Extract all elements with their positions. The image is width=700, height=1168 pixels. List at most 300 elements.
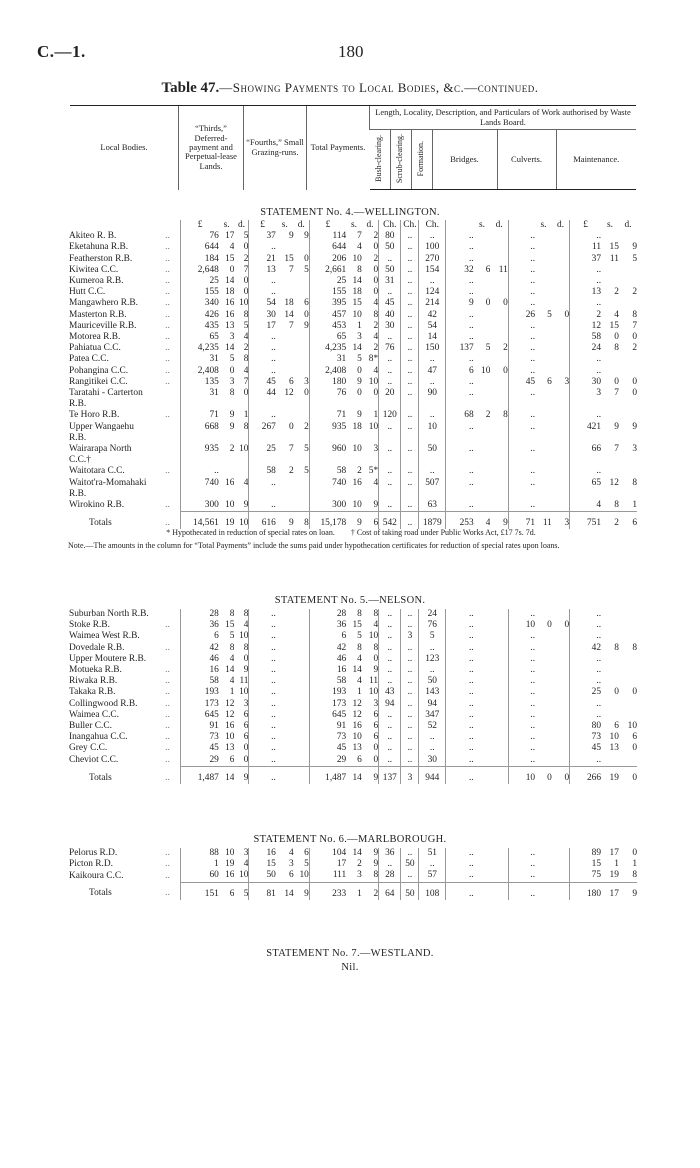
maintenance-pounds: 45 <box>591 743 602 754</box>
bridges-shillings <box>474 859 491 870</box>
bridges-pence <box>490 870 508 882</box>
maintenance-pence: 10 <box>627 721 637 732</box>
culverts-pounds: 10 <box>525 620 536 631</box>
thirds-pounds: 16 <box>209 665 219 676</box>
total-pence: 0 <box>362 743 379 754</box>
bridges-shillings <box>474 332 491 343</box>
bridges-shillings <box>474 276 491 287</box>
bush-chains: 28 <box>379 870 401 882</box>
total-thirds-pounds: 1,487 <box>181 766 219 784</box>
bridges-pounds: .. <box>468 859 474 870</box>
fourths-shillings: 12 <box>284 388 294 399</box>
table-row <box>69 699 637 710</box>
total-pounds: 28 <box>336 609 347 619</box>
empty-cell <box>234 433 249 444</box>
culverts-shillings <box>535 848 552 859</box>
formation-chains: 10 <box>419 422 446 433</box>
leader-dots: .. <box>165 676 181 687</box>
leader-dots: .. <box>165 870 181 882</box>
empty-cell <box>570 455 601 466</box>
maintenance-pence: 0 <box>632 376 637 387</box>
maintenance-pounds: .. <box>596 354 602 365</box>
fourths-pence: 2 <box>294 422 310 433</box>
fourths-shillings <box>276 732 294 743</box>
maintenance-pounds: 421 <box>586 421 602 432</box>
thirds-pounds: 58 <box>209 676 219 687</box>
bridges-pence <box>490 242 508 253</box>
thirds-pounds: 644 <box>204 242 219 253</box>
total-bridges-shillings <box>474 882 491 900</box>
total-pence: 6 <box>362 721 379 732</box>
fourths-pence <box>294 631 310 642</box>
empty-cell <box>490 399 508 410</box>
fourths-pence <box>294 721 310 732</box>
total-pence: 4 <box>362 298 379 309</box>
total-pounds: 31 <box>336 354 347 365</box>
local-body-name: Kiwitea C.C. <box>69 264 119 275</box>
total-total-shillings: 14 <box>346 766 362 784</box>
thirds-pounds: 6 <box>214 631 219 642</box>
bush-chains: .. <box>379 478 401 489</box>
thirds-pence: 2 <box>234 254 249 265</box>
local-body-name: Wairarapa North <box>69 444 132 455</box>
empty-cell <box>309 433 346 444</box>
bridges-pounds: .. <box>468 609 474 619</box>
scrub-chains: .. <box>401 743 419 754</box>
maintenance-pounds: 66 <box>591 444 602 455</box>
thirds-pounds: 740 <box>204 477 219 488</box>
thirds-pence: 0 <box>234 242 249 253</box>
formation-chains: .. <box>419 732 446 743</box>
culverts-pounds: .. <box>530 859 536 870</box>
maintenance-pence <box>619 620 637 631</box>
maintenance-pounds: .. <box>596 709 602 720</box>
maintenance-shillings <box>601 665 619 676</box>
empty-cell <box>508 399 535 410</box>
table-row <box>69 410 637 421</box>
maintenance-pounds: .. <box>596 754 602 765</box>
thirds-shillings: 13 <box>225 743 235 754</box>
local-body-name: Akiteo R. B. <box>69 231 117 242</box>
empty-cell <box>276 399 294 410</box>
culverts-pounds: .. <box>530 698 536 709</box>
culverts-shillings <box>535 755 552 767</box>
culverts-pence <box>552 755 570 767</box>
maintenance-shillings: 7 <box>614 388 619 399</box>
bridges-pounds: .. <box>468 743 474 754</box>
fourths-pounds: .. <box>271 732 276 743</box>
totals-row <box>69 882 637 900</box>
formation-chains: .. <box>419 643 446 654</box>
column-header <box>70 105 636 190</box>
thirds-pounds: 340 <box>204 298 219 309</box>
formation-chains: 124 <box>419 287 446 298</box>
fourths-pence <box>294 332 310 343</box>
total-shillings: 16 <box>352 721 362 732</box>
col-culverts: Culverts. <box>497 130 556 190</box>
unit-scrub-chains: Ch. <box>401 220 419 231</box>
bridges-pounds: .. <box>468 231 474 242</box>
bush-chains: .. <box>379 254 401 265</box>
total-pence: 8 <box>362 643 379 654</box>
bush-chains: .. <box>379 332 401 343</box>
local-body-name: Featherston R.B. <box>69 253 133 264</box>
thirds-pence: 6 <box>234 732 249 743</box>
fourths-shillings <box>276 665 294 676</box>
table-caption: —Showing Payments to Local Bodies, &c.—continued. <box>219 80 539 95</box>
leader-dots <box>165 478 181 489</box>
total-culverts-pence <box>552 882 570 900</box>
culverts-pounds: .. <box>530 653 536 664</box>
total-pounds: 73 <box>336 732 347 743</box>
total-shillings: 2 <box>357 859 362 870</box>
maintenance-shillings <box>601 231 619 242</box>
fourths-pounds: .. <box>271 698 276 709</box>
maintenance-pence <box>619 609 637 620</box>
thirds-shillings <box>219 466 235 477</box>
fourths-pence: 0 <box>294 310 310 321</box>
total-maintenance-pounds: 180 <box>570 882 601 900</box>
fourths-pence: 3 <box>294 377 310 388</box>
empty-cell <box>552 489 570 500</box>
table-row-continuation <box>69 399 637 410</box>
leader-dots: .. <box>165 332 181 343</box>
empty-cell <box>165 433 181 444</box>
table-row <box>69 343 637 354</box>
bridges-pence <box>490 631 508 642</box>
fourths-pounds: .. <box>271 477 276 488</box>
formation-chains: 30 <box>419 755 446 767</box>
leader-dots: .. <box>165 721 181 732</box>
bridges-shillings <box>474 478 491 489</box>
thirds-pounds: 46 <box>209 653 219 664</box>
unit-maintenance-pence: d. <box>624 220 632 230</box>
table-row <box>69 500 637 512</box>
bridges-pounds: .. <box>468 376 474 387</box>
fourths-shillings: 4 <box>289 848 294 858</box>
bridges-pence <box>490 444 508 455</box>
thirds-pence: 0 <box>234 755 249 767</box>
total-fourths-pence: 8 <box>294 512 310 530</box>
empty-cell <box>401 399 419 410</box>
leader-dots: .. <box>165 699 181 710</box>
empty-cell <box>234 489 249 500</box>
thirds-pence: 6 <box>234 710 249 721</box>
note: Note.—The amounts in the column for “Total Payments” include the sums paid under hypothecation certificates for reduction of special rates upon loans. <box>68 541 560 550</box>
fourths-shillings <box>276 743 294 754</box>
bush-chains: .. <box>379 444 401 455</box>
statement-4-title: STATEMENT No. 4.—WELLINGTON. <box>260 207 440 218</box>
local-body-name: Riwaka R.B. <box>69 676 118 687</box>
maintenance-shillings <box>601 609 619 620</box>
scrub-chains: .. <box>401 377 419 388</box>
empty-cell <box>309 399 346 410</box>
maintenance-pounds: .. <box>596 365 602 376</box>
fourths-pence: 0 <box>294 254 310 265</box>
thirds-shillings: 13 <box>225 320 235 331</box>
bridges-pounds: .. <box>468 870 474 881</box>
bridges-pence: 2 <box>490 343 508 354</box>
culverts-pounds: .. <box>530 631 536 642</box>
leader-dots: .. <box>165 687 181 698</box>
bush-chains: 30 <box>379 321 401 332</box>
total-pence: 8* <box>362 354 379 365</box>
bridges-pounds: .. <box>468 754 474 765</box>
total-pence: 10 <box>362 377 379 388</box>
empty-cell <box>446 489 474 500</box>
empty-cell <box>552 433 570 444</box>
culverts-pounds: .. <box>530 264 536 275</box>
bridges-pence <box>490 500 508 512</box>
fourths-pounds: 17 <box>266 320 276 331</box>
bridges-shillings <box>474 676 491 687</box>
maintenance-shillings: 8 <box>614 642 619 653</box>
total-pence: 11 <box>362 676 379 687</box>
local-body-name: Eketahuna R.B. <box>69 242 129 253</box>
maintenance-shillings: 17 <box>609 848 619 858</box>
maintenance-pence: 8 <box>632 870 637 881</box>
maintenance-shillings: 4 <box>614 309 619 320</box>
statement-6-title: STATEMENT No. 6.—MARLBOROUGH. <box>253 834 447 845</box>
unit-formation-chains: Ch. <box>419 220 446 231</box>
empty-cell <box>419 433 446 444</box>
thirds-pounds: 29 <box>209 754 219 765</box>
total-thirds-pence: 9 <box>234 766 249 784</box>
total-thirds-pounds: 151 <box>181 882 219 900</box>
formation-chains: 143 <box>419 687 446 698</box>
table-row <box>69 298 637 309</box>
thirds-shillings: 0 <box>229 264 235 275</box>
maintenance-pounds: 15 <box>591 859 602 870</box>
culverts-pence <box>552 366 570 377</box>
bush-chains: 40 <box>379 310 401 321</box>
culverts-pence <box>552 848 570 859</box>
unit-thirds-shillings: s. <box>223 220 230 230</box>
local-body-name: Rangitikei C.C. <box>69 376 128 387</box>
totals-row <box>69 512 637 530</box>
thirds-pounds: 31 <box>209 354 219 365</box>
total-local-body-name: Totals <box>89 888 112 899</box>
bridges-shillings <box>474 710 491 721</box>
bridges-shillings <box>474 732 491 743</box>
bridges-shillings: 0 <box>485 298 491 309</box>
total-shillings: 8 <box>357 609 362 619</box>
culverts-shillings <box>535 242 552 253</box>
total-culverts-pounds: .. <box>508 882 535 900</box>
scrub-chains: .. <box>401 676 419 687</box>
empty-cell <box>601 399 619 410</box>
culverts-shillings <box>535 732 552 743</box>
total-pence: 8 <box>362 870 379 882</box>
maintenance-shillings <box>601 354 619 365</box>
leader-dots <box>165 388 181 399</box>
bush-chains: 94 <box>379 699 401 710</box>
empty-cell <box>401 455 419 466</box>
culverts-pounds: .. <box>530 754 536 765</box>
formation-chains: .. <box>419 665 446 676</box>
leader-dots <box>165 444 181 455</box>
maintenance-shillings <box>601 710 619 721</box>
maintenance-pence: 0 <box>632 687 637 698</box>
fourths-shillings <box>276 410 294 421</box>
bridges-pence <box>490 665 508 676</box>
local-body-name-cont: R.B. <box>69 432 87 443</box>
culverts-pence <box>552 743 570 754</box>
formation-chains: 52 <box>419 721 446 732</box>
maintenance-pence: 9 <box>632 421 637 432</box>
total-shillings: 14 <box>352 665 362 676</box>
empty-cell <box>474 455 491 466</box>
scrub-chains: .. <box>401 332 419 343</box>
local-body-name: Mauriceville R.B. <box>69 320 137 331</box>
bridges-shillings: 6 <box>485 264 491 275</box>
total-pounds: 2,408 <box>325 365 347 376</box>
bridges-pounds: .. <box>468 653 474 664</box>
culverts-shillings <box>535 265 552 276</box>
culverts-pence <box>552 631 570 642</box>
thirds-shillings: 16 <box>225 477 235 488</box>
total-formation-chains: 944 <box>419 766 446 784</box>
total-total-pounds: 1,487 <box>309 766 346 784</box>
total-pounds: 16 <box>336 665 347 676</box>
bush-chains: 31 <box>379 276 401 287</box>
formation-chains: 94 <box>419 699 446 710</box>
bridges-pence <box>490 654 508 665</box>
culverts-pence <box>552 687 570 698</box>
table-row <box>69 609 637 620</box>
formation-chains: 24 <box>419 609 446 620</box>
thirds-pounds: 426 <box>204 309 219 320</box>
empty-cell <box>570 489 601 500</box>
unit-maintenance-shillings: s. <box>606 220 613 230</box>
total-pence: 9 <box>362 500 379 512</box>
bridges-pence <box>490 721 508 732</box>
culverts-shillings <box>535 276 552 287</box>
total-pounds: 91 <box>336 721 347 732</box>
bush-chains: 36 <box>379 848 401 859</box>
total-pounds: 644 <box>332 242 347 253</box>
maintenance-pounds: 4 <box>596 500 602 511</box>
local-body-name: Kumeroa R.B. <box>69 276 124 287</box>
table-row <box>69 631 637 642</box>
total-pounds: 193 <box>332 687 347 698</box>
leader-dots: .. <box>165 343 181 354</box>
maintenance-pence: 8 <box>632 477 637 488</box>
formation-chains: .. <box>419 466 446 477</box>
total-shillings: 18 <box>352 287 362 298</box>
leader-dots <box>165 422 181 433</box>
thirds-shillings: 10 <box>225 500 235 511</box>
empty-cell <box>446 399 474 410</box>
maintenance-pounds: .. <box>596 620 602 631</box>
fourths-shillings <box>276 332 294 343</box>
total-pence: 3 <box>362 699 379 710</box>
bridges-pence <box>490 332 508 343</box>
empty-cell <box>294 455 310 466</box>
culverts-pounds: .. <box>530 676 536 687</box>
culverts-pence <box>552 609 570 620</box>
col-total: Total Payments. <box>307 106 370 190</box>
thirds-shillings: 16 <box>225 870 235 881</box>
thirds-pounds: 668 <box>204 421 219 432</box>
maintenance-pounds: .. <box>596 698 602 709</box>
thirds-pence: 1 <box>234 410 249 421</box>
thirds-pence: 9 <box>234 500 249 512</box>
local-body-name: Buller C.C. <box>69 721 112 732</box>
maintenance-shillings <box>601 366 619 377</box>
unit-thirds-pence: d. <box>234 220 249 231</box>
empty-cell <box>276 433 294 444</box>
maintenance-pounds: 89 <box>591 848 602 858</box>
empty-cell <box>535 399 552 410</box>
fourths-shillings: 7 <box>289 320 294 331</box>
maintenance-pounds: 80 <box>591 721 602 732</box>
culverts-shillings <box>535 743 552 754</box>
thirds-pounds: 65 <box>209 332 219 343</box>
empty-cell <box>401 433 419 444</box>
fourths-pounds: .. <box>271 665 276 676</box>
fourths-pence <box>294 687 310 698</box>
formation-chains: 154 <box>419 265 446 276</box>
total-thirds-pence: 5 <box>234 882 249 900</box>
thirds-pounds: 4,235 <box>197 343 219 354</box>
local-body-name: Upper Wangaehu <box>69 421 134 432</box>
maintenance-pence <box>619 231 637 242</box>
fourths-pounds: .. <box>271 242 276 253</box>
empty-cell <box>362 399 379 410</box>
bridges-pence <box>490 699 508 710</box>
scrub-chains: .. <box>401 732 419 743</box>
total-maintenance-pence: 0 <box>619 766 637 784</box>
thirds-pence: 8 <box>234 609 249 620</box>
total-maintenance-shillings: 2 <box>601 512 619 530</box>
bridges-shillings <box>474 687 491 698</box>
bridges-pounds: .. <box>468 421 474 432</box>
fourths-pounds: 30 <box>266 309 276 320</box>
empty-cell <box>535 489 552 500</box>
maintenance-pence: 3 <box>632 444 637 455</box>
culverts-pence <box>552 343 570 354</box>
maintenance-shillings: 7 <box>614 444 619 455</box>
total-pounds: 155 <box>332 287 347 298</box>
bridges-pence <box>490 732 508 743</box>
total-pounds: 36 <box>336 620 347 631</box>
culverts-pounds: .. <box>530 354 536 365</box>
thirds-pence: 0 <box>234 287 249 298</box>
scrub-chains: .. <box>401 354 419 365</box>
table-row <box>69 444 637 455</box>
culverts-pence <box>552 354 570 365</box>
maintenance-shillings: 15 <box>609 242 619 253</box>
total-shillings: 10 <box>352 253 362 264</box>
local-body-name: Cheviot C.C. <box>69 754 119 765</box>
bridges-shillings <box>474 755 491 767</box>
maintenance-pounds: 30 <box>591 376 602 387</box>
table-row <box>69 743 637 754</box>
bridges-pence <box>490 466 508 477</box>
empty-cell <box>362 455 379 466</box>
culverts-pence: 3 <box>552 377 570 388</box>
table-row <box>69 687 637 698</box>
thirds-shillings: 14 <box>225 276 235 287</box>
bridges-shillings: 10 <box>481 365 491 376</box>
formation-chains: 47 <box>419 366 446 377</box>
empty-cell <box>181 489 219 500</box>
total-shillings: 0 <box>357 388 362 399</box>
table-row <box>69 755 637 767</box>
maintenance-pounds: 75 <box>591 870 602 881</box>
maintenance-shillings <box>601 699 619 710</box>
